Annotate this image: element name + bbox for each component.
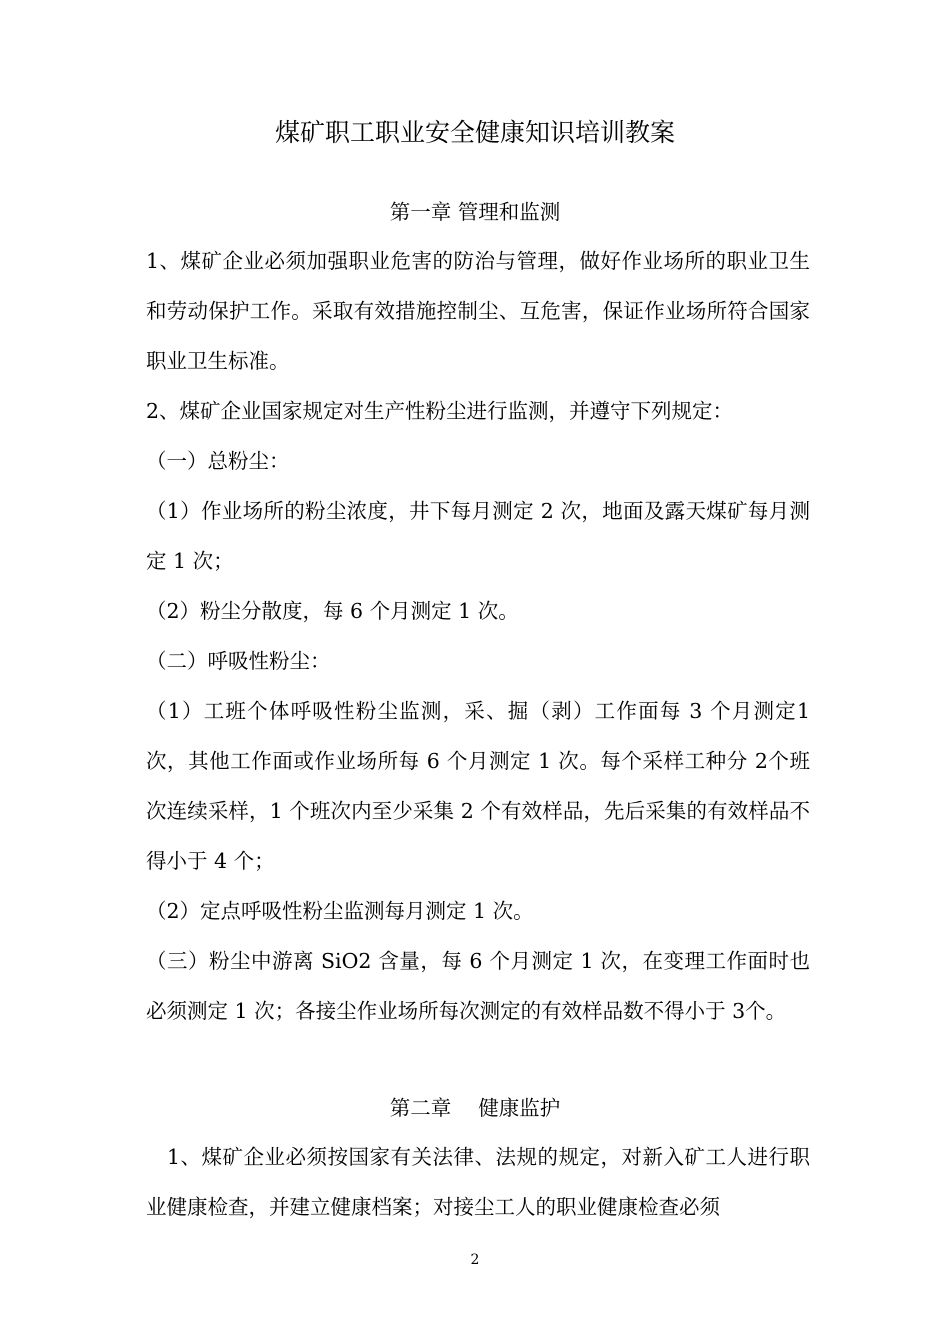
paragraph-2: 2、煤矿企业国家规定对生产性粉尘进行监测，并遵守下列规定： xyxy=(146,399,734,423)
chapter-1-heading: 第一章 管理和监测 xyxy=(389,200,561,224)
paragraph-total-dust: （一）总粉尘： xyxy=(146,449,290,473)
paragraph-dust-concentration: （1）作业场所的粉尘浓度，井下每月测定 2 次，地面及露天煤矿每月测定 1 次； xyxy=(146,499,810,573)
page-number: 2 xyxy=(470,1252,480,1268)
chapter-2-heading: 第二章 健康监护 xyxy=(389,1096,561,1120)
document-title: 煤矿职工职业安全健康知识培训教案 xyxy=(274,118,675,147)
chapter-2-paragraph-1: 1、煤矿企业必须按国家有关法律、法规的规定，对新入矿工人进行职业健康检查，并建立健康档案；对接尘工人的职业健康检查必须 xyxy=(146,1145,810,1219)
paragraph-1: 1、煤矿企业必须加强职业危害的防治与管理，做好作业场所的职业卫生和劳动保护工作。采取有效措施控制尘、互危害，保证作业场所符合国家职业卫生标准。 xyxy=(146,249,810,373)
paragraph-individual-monitoring: （1）工班个体呼吸性粉尘监测，采、掘（剥）工作面每 3 个月测定1 次，其他工作面或作业场所每 6 个月测定 1 次。每个采样工种分 2个班次连续采样，1 个班次内至少采集 2 个有效样品，先后采集的有效样品不得小于 4 个； xyxy=(146,699,810,873)
paragraph-respirable-dust: （二）呼吸性粉尘： xyxy=(146,649,331,673)
paragraph-dust-dispersion: （2）粉尘分散度，每 6 个月测定 1 次。 xyxy=(146,599,519,623)
paragraph-free-sio2: （三）粉尘中游离 SiO2 含量，每 6 个月测定 1 次，在变理工作面时也必须测定 1 次；各接尘作业场所每次测定的有效样品数不得小于 3个。 xyxy=(146,949,810,1023)
paragraph-fixed-point-monitoring: （2）定点呼吸性粉尘监测每月测定 1 次。 xyxy=(146,899,534,923)
